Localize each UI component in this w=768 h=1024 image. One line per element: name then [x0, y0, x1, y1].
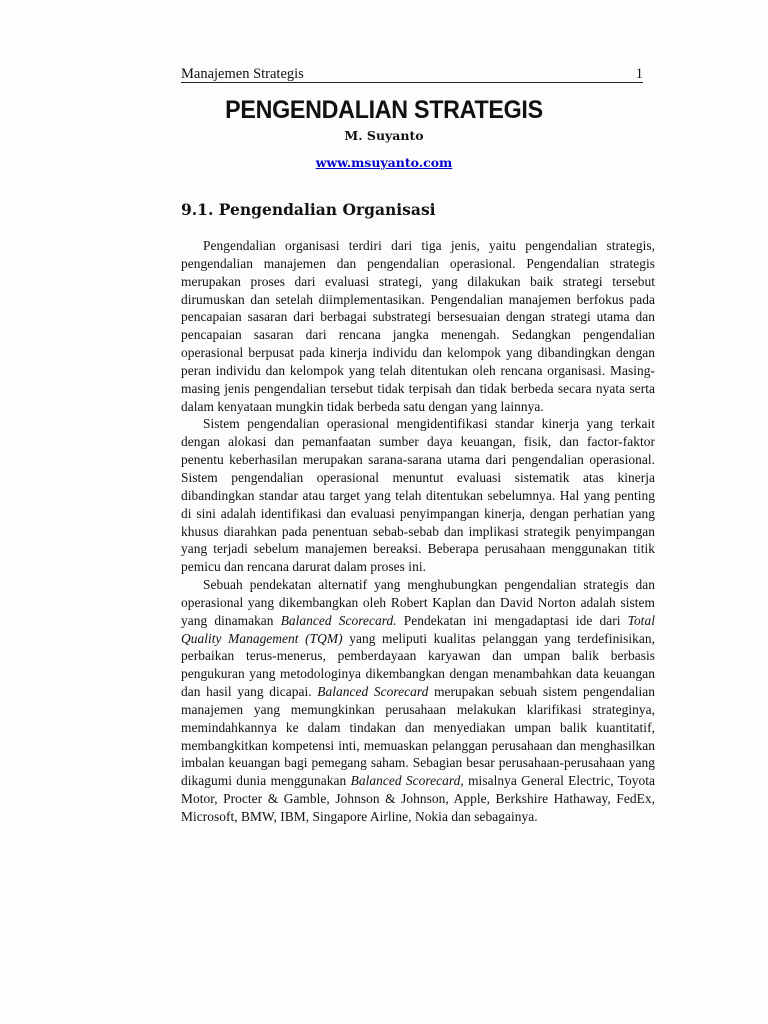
- document-title: PENGENDALIAN STRATEGIS: [225, 96, 543, 124]
- emphasis-tqm: Total Quality Management (TQM): [181, 612, 655, 646]
- paragraph-3-text: misalnya General Electric, Toyota Motor, Procter & Gamble, Johnson & Johnson, Apple, Berkshire Hathaway, FedEx, Microsoft, BMW, IBM, Singapore Airline, Nokia dan sebagainya.: [181, 773, 655, 824]
- paragraph-1: Pengendalian organisasi terdiri dari tiga jenis, yaitu pengendalian strategis, pengendalian manajemen dan pengendalian operasional. Pengendalian strategis merupakan proses dari evaluasi strategi, yang dilakukan baik strategi tersebut dirumuskan dan setelah diimplementasikan. Pengendalian manajemen berfokus pada pencapaian sasaran dari berbagai substrategi bersesuaian dengan strategi utama dan pencapaian sasaran dari rencana jangka menengah. Sedangkan pengendalian operasional berpusat pada kinerja individu dan kelompok yang dibandingkan dengan peran individu dan kelompok yang telah ditentukan oleh rencana organisasi. Masing-masing jenis pengendalian tersebut tidak terpisah dan tidak berbeda secara nyata serta dalam kenyataan mungkin tidak berbeda satu dengan yang lainnya.: [181, 238, 655, 414]
- paragraph-3-text: merupakan sebuah sistem pengendalian manajemen yang memungkinkan perusahaan melakukan klarifikasi strateginya, memindahkannya ke dalam tindakan dan menyediakan umpan balik kuantitatif, membangkitkan kompetensi inti, memuaskan pelanggan perusahaan dan menghasilkan imbalan keuangan bagi pemegang saham. Sebagian besar perusahaan-perusahaan yang dikagumi dunia menggunakan: [181, 684, 655, 789]
- running-header: [181, 64, 643, 83]
- page-number: 1: [635, 66, 643, 82]
- paragraph-3-text: Sebuah pendekatan alternatif yang menghubungkan pengendalian strategis dan operasional yang dikembangkan oleh Robert Kaplan dan David Norton adalah sistem yang dinamakan: [181, 577, 655, 628]
- paragraph-3-text: Pendekatan ini mengadaptasi ide dari: [396, 612, 628, 628]
- paragraph-2: Sistem pengendalian operasional mengidentifikasi standar kinerja yang terkait dengan alokasi dan pemanfaatan sumber daya keuangan, fisik, dan factor-faktor penentu keberhasilan merupakan sarana-sarana utama dari pengendalian operasional. Sistem pengendalian operasional menuntut evaluasi sistematik atas kinerja dibandingkan standar atau target yang telah ditentukan sebelumnya. Hal yang penting di sini adalah identifikasi dan evaluasi penyimpangan kinerja, dengan perhatian yang khusus diarahkan pada penentuan sebab-sebab dan implikasi strategik penyimpangan yang terjadi sebelum manajemen bereaksi. Beberapa perusahaan menggunakan titik pemicu dan rencana darurat dalam proses ini.: [181, 416, 655, 575]
- website-link[interactable]: www.msuyanto.com: [315, 155, 453, 170]
- emphasis-balanced-scorecard: Balanced Scorecard.: [280, 612, 397, 628]
- website-line: [0, 154, 768, 172]
- paragraph-3: [181, 576, 655, 826]
- running-header-title: Manajemen Strategis: [181, 66, 304, 82]
- emphasis-balanced-scorecard: Balanced Scorecard: [317, 684, 429, 700]
- paragraph-3-text: yang meliputi kualitas pelanggan yang terdefinisikan, perbaikan terus-menerus, pemberdayaan karyawan dan umpan balik berbasis pengukuran yang metodologinya dikembangkan dengan menambahkan data keuangan dan hasil yang dicapai.: [181, 630, 655, 700]
- author-name: M. Suyanto: [344, 128, 424, 143]
- emphasis-balanced-scorecard: Balanced Scorecard,: [350, 773, 464, 789]
- body-text: [181, 237, 655, 826]
- section-heading: 9.1. Pengendalian Organisasi: [181, 200, 436, 219]
